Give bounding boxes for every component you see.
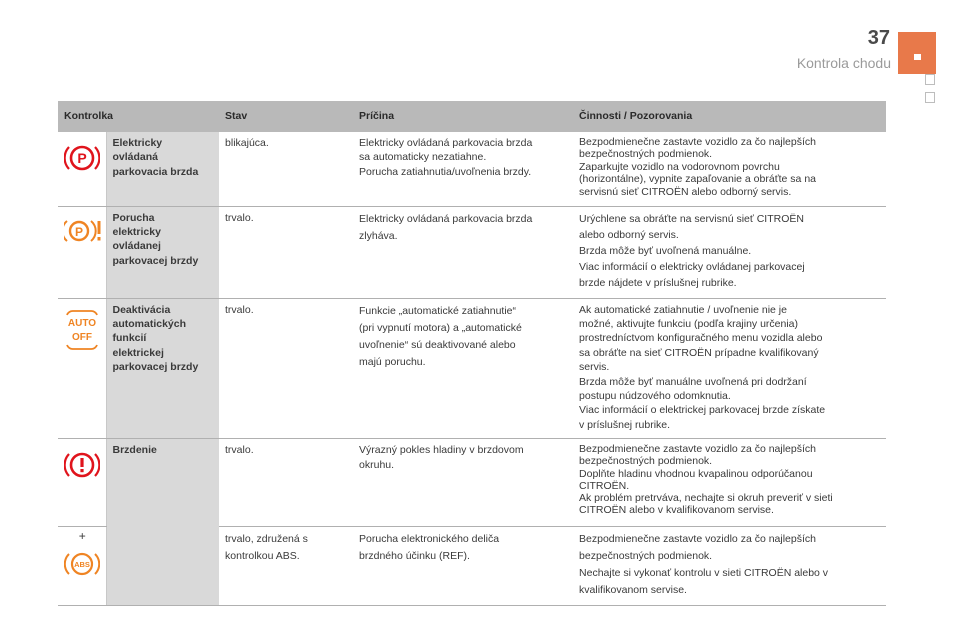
cause-cell: Funkcie „automatické zatiahnutie“ (pri vypnutí motora) a „automatické uvoľnenie“ sú deaktivované alebo majú poruchu. (353, 298, 573, 439)
section-tab[interactable] (925, 74, 935, 85)
table-row (58, 132, 886, 206)
action-cell: Bezpodmienečne zastavte vozidlo za čo najlepších bezpečnostných podmienok. Nechajte si vykonať kontrolu v sieti CITROËN alebo v kvalifikovanom servise. (573, 527, 886, 606)
state-cell: trvalo. (219, 439, 353, 527)
col-header-cinnosti: Činnosti / Pozorovania (573, 101, 886, 132)
section-tab[interactable] (925, 92, 935, 103)
icon-cell (58, 132, 106, 206)
action-cell: Urýchlene sa obráťte na servisnú sieť CITROËN alebo odborný servis. Brzda môže byť uvoľnená manuálne. Viac informácií o elektricky ovládanej parkovacej brzde nájdete v príslušnej rubrike. (573, 206, 886, 298)
combined-with-label: + (78, 529, 86, 544)
svg-text:ABS: ABS (74, 559, 91, 569)
cause-cell: Elektricky ovládaná parkovacia brzda zlyháva. (353, 206, 573, 298)
icon-cell (58, 527, 106, 606)
table-row (58, 527, 886, 606)
icon-cell (58, 439, 106, 527)
table-row (58, 298, 886, 439)
tab-marker-icon (914, 54, 921, 60)
warning-name-cell: Brzdenie (106, 439, 219, 527)
section-tab-active[interactable] (898, 32, 936, 74)
action-cell: Bezpodmienečne zastavte vozidlo za čo najlepších bezpečnostných podmienok. Doplňte hladinu vhodnou kvapalinou odporúčanou CITROËN. Ak problém pretrváva, nechajte si okruh preveriť v sieti CITROËN alebo v kvalifikovanom servise. (573, 439, 886, 527)
icon-cell (58, 298, 106, 439)
table-row (58, 206, 886, 298)
svg-text:P: P (74, 224, 84, 239)
warning-name-cell: Elektricky ovládaná parkovacia brzda (106, 132, 219, 206)
cause-cell: Porucha elektronického deliča brzdného účinku (REF). (353, 527, 573, 606)
warning-name-cell (106, 527, 219, 606)
cause-cell: Výrazný pokles hladiny v brzdovom okruhu. (353, 439, 573, 527)
table-row (58, 439, 886, 527)
parking-brake-p-icon (64, 142, 100, 174)
action-cell: Bezpodmienečne zastavte vozidlo za čo najlepších bezpečnostných podmienok. Zaparkujte vozidlo na vodorovnom povrchu (horizontálne), vypnite zapaľovanie a obráťte sa na servisnú sieť CITROËN alebo odborný servis. (573, 132, 886, 206)
abs-icon (64, 550, 100, 578)
section-title: Kontrola chodu (796, 55, 891, 71)
table-header-row (58, 101, 886, 132)
col-header-stav: Stav (219, 101, 353, 132)
action-cell: Ak automatické zatiahnutie / uvoľnenie nie je možné, aktivujte funkciu (podľa krajiny určenia) prostredníctvom konfiguračného menu vozidla alebo sa obráťte na sieť CITROËN prípadne kvalifikovaný servis. Brzda môže byť manuálne uvoľnená pri dodržaní postupu núdzového odomknutia. Viac informácií o elektrickej parkovacej brzde získate v príslušnej rubrike. (573, 298, 886, 439)
col-header-pricina: Príčina (353, 101, 573, 132)
warning-lights-table (58, 101, 886, 606)
col-header-kontrolka: Kontrolka (58, 101, 219, 132)
cause-cell: Elektricky ovládaná parkovacia brzda sa automaticky nezatiahne. Porucha zatiahnutia/uvoľnenia brzdy. (353, 132, 573, 206)
auto-off-icon (65, 309, 99, 353)
state-cell: blikajúca. (219, 132, 353, 206)
icon-cell (58, 206, 106, 298)
warning-name-cell: Porucha elektricky ovládanej parkovacej brzdy (106, 206, 219, 298)
svg-text:OFF: OFF (72, 331, 93, 343)
warning-name-cell: Deaktivácia automatických funkcií elektrickej parkovacej brzdy (106, 298, 219, 439)
parking-brake-fault-icon (64, 217, 104, 245)
page-number: 37 (867, 27, 890, 49)
brake-warning-icon (64, 449, 100, 481)
svg-text:AUTO: AUTO (68, 317, 97, 329)
state-cell: trvalo. (219, 206, 353, 298)
svg-text:P: P (77, 150, 87, 166)
state-cell: trvalo. (219, 298, 353, 439)
state-cell: trvalo, združená s kontrolkou ABS. (219, 527, 353, 606)
